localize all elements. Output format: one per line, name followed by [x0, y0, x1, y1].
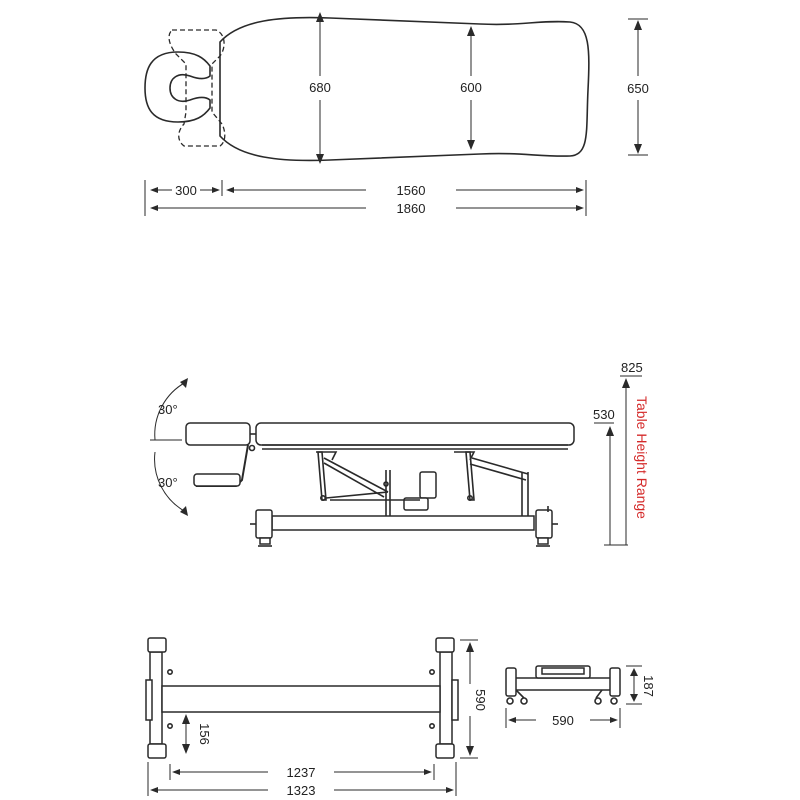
- height-min: 530: [593, 407, 615, 422]
- base-foot-left: [256, 510, 272, 538]
- end-view: [506, 666, 656, 728]
- headrest-alt-position: [169, 30, 225, 146]
- angle-up-label: 30°: [158, 402, 178, 417]
- offset-156: 156: [197, 723, 212, 745]
- headrest-outline: [145, 52, 210, 122]
- dim-650: 650: [627, 81, 649, 96]
- dim-1237: 1237: [286, 765, 316, 780]
- dim-300: 300: [175, 183, 197, 198]
- base-crossbar-right: [440, 652, 452, 744]
- base-width-590: 590: [473, 689, 488, 711]
- dim-1560: 1560: [396, 183, 426, 198]
- dim-1323: 1323: [286, 783, 316, 798]
- end-height-187: 187: [641, 675, 656, 697]
- dim-600: 600: [460, 80, 482, 95]
- dim-1860: 1860: [396, 201, 426, 216]
- angle-down-label: 30°: [158, 475, 178, 490]
- base-foot-right: [536, 510, 552, 538]
- tabletop-outline: [220, 18, 589, 161]
- height-max: 825: [621, 360, 643, 375]
- base-center-beam: [162, 686, 440, 712]
- height-range-label: Table Height Range: [634, 396, 650, 519]
- headrest-cushion: [186, 423, 250, 445]
- caster-left: [507, 698, 513, 704]
- end-frame: [514, 678, 612, 690]
- side-view: [150, 360, 650, 546]
- base-top-view: [146, 638, 488, 798]
- top-view: [145, 12, 649, 216]
- tabletop-side: [256, 423, 574, 445]
- dim-680: 680: [309, 80, 331, 95]
- caster-right: [611, 698, 617, 704]
- actuator: [420, 472, 436, 498]
- base-beam-side: [272, 516, 534, 530]
- end-width-590: 590: [552, 713, 574, 728]
